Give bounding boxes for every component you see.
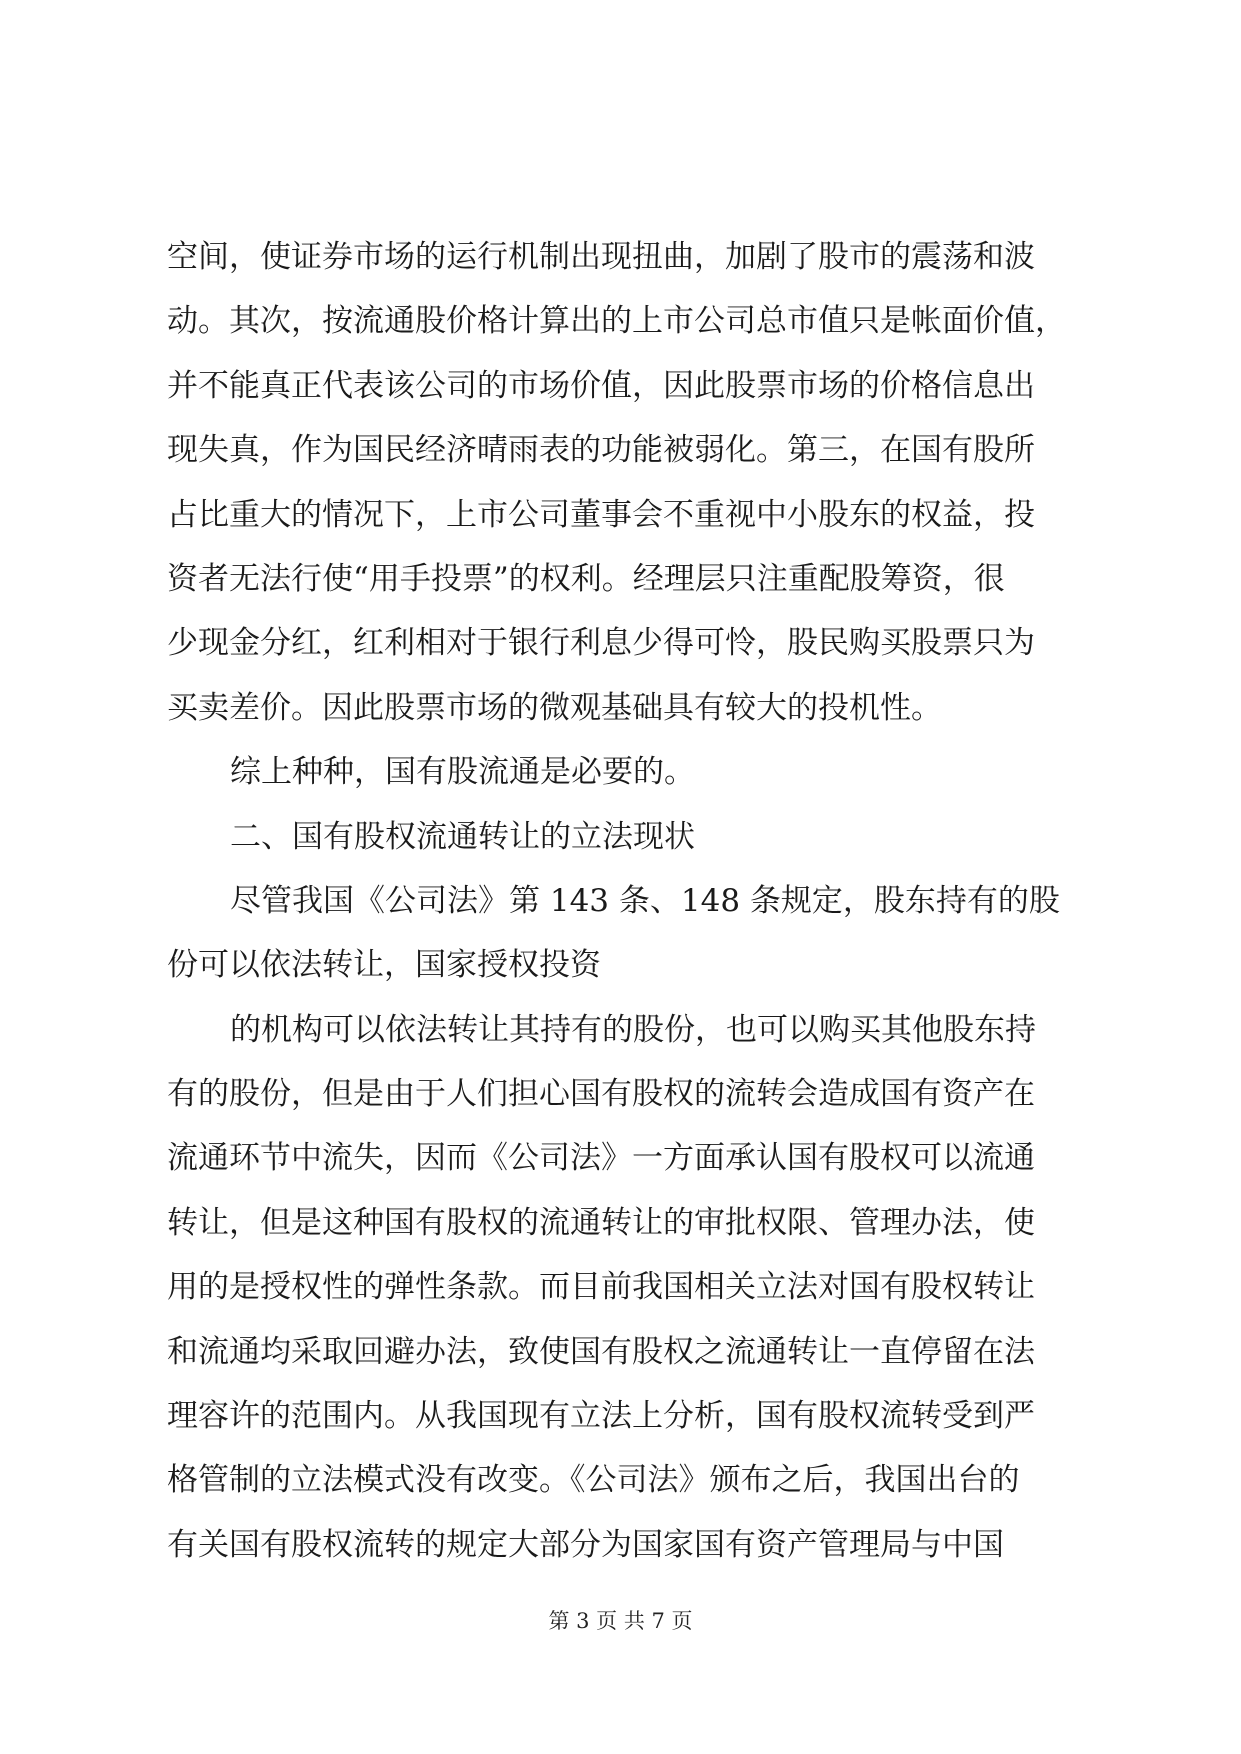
text-line: 理容许的范围内。从我国现有立法上分析，国有股权流转受到严 — [167, 1398, 1035, 1435]
text-line: 的机构可以依法转让其持有的股份，也可以购买其他股东持 — [230, 1011, 1036, 1048]
text-line: 动。其次，按流通股价格计算出的上市公司总市值只是帐面价值， — [167, 303, 1066, 340]
text-line: 尽管我国《公司法》第 143 条、148 条规定，股东持有的股 — [230, 882, 1060, 919]
text-line: 占比重大的情况下，上市公司董事会不重视中小股东的权益，投 — [167, 496, 1035, 533]
document-body — [167, 225, 1087, 1577]
section-heading: 二、国有股权流通转让的立法现状 — [230, 818, 695, 855]
text-line: 空间，使证券市场的运行机制出现扭曲，加剧了股市的震荡和波 — [167, 239, 1035, 275]
text-line: 用的是授权性的弹性条款。而目前我国相关立法对国有股权转让 — [167, 1269, 1035, 1306]
page-number-footer: 第 3 页 共 7 页 — [548, 1609, 693, 1633]
text-line: 有关国有股权流转的规定大部分为国家国有资产管理局与中国 — [167, 1526, 1004, 1563]
text-line: 买卖差价。因此股票市场的微观基础具有较大的投机性。 — [167, 689, 942, 726]
text-line: 流通环节中流失，因而《公司法》一方面承认国有股权可以流通 — [167, 1140, 1035, 1177]
text-line: 有的股份，但是由于人们担心国有股权的流转会造成国有资产在 — [167, 1076, 1035, 1113]
text-line: 现失真，作为国民经济晴雨表的功能被弱化。第三，在国有股所 — [167, 432, 1035, 469]
text-line: 份可以依法转让，国家授权投资 — [167, 947, 601, 984]
text-line: 和流通均采取回避办法，致使国有股权之流通转让一直停留在法 — [167, 1333, 1035, 1370]
text-line: 转让，但是这种国有股权的流通转让的审批权限、管理办法，使 — [167, 1204, 1035, 1241]
text-line: 资者无法行使“用手投票”的权利。经理层只注重配股筹资，很 — [167, 560, 1005, 597]
text-line: 格管制的立法模式没有改变。《公司法》颁布之后，我国出台的 — [167, 1462, 1020, 1499]
text-line: 少现金分红，红利相对于银行利息少得可怜，股民购买股票只为 — [167, 625, 1035, 662]
text-line: 并不能真正代表该公司的市场价值，因此股票市场的价格信息出 — [167, 367, 1035, 404]
summary-paragraph: 综上种种，国有股流通是必要的。 — [230, 754, 695, 791]
